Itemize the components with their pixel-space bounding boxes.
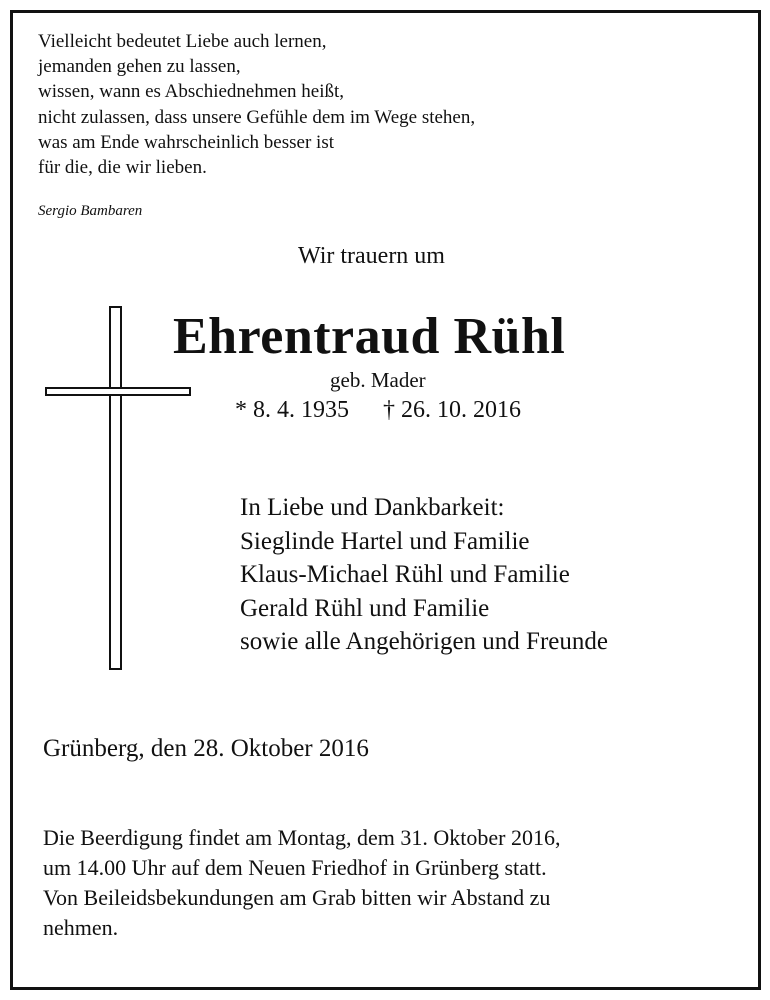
poem-line: wissen, wann es Abschiednehmen heißt, (38, 81, 345, 103)
mourner-line: sowie alle Angehörigen und Freunde (240, 628, 608, 656)
obituary-notice (10, 10, 761, 990)
cross-vertical-beam (109, 306, 122, 670)
mourner-line: Klaus-Michael Rühl und Familie (240, 561, 570, 589)
deceased-name: Ehrentraud Rühl (173, 308, 566, 365)
life-dates (235, 397, 521, 424)
maiden-name: geb. Mader (330, 368, 426, 392)
funeral-line: nehmen. (43, 915, 119, 940)
place-date: Grünberg, den 28. Oktober 2016 (43, 735, 369, 762)
poem-author: Sergio Bambaren (38, 203, 143, 219)
cross-icon (45, 306, 191, 668)
mourner-line: Sieglinde Hartel und Familie (240, 527, 530, 555)
birth-date: * 8. 4. 1935 (235, 397, 349, 423)
poem (38, 29, 475, 180)
poem-line: für die, die wir lieben. (38, 157, 207, 179)
poem-line: jemanden gehen zu lassen, (38, 56, 241, 78)
mourner-line: Gerald Rühl und Familie (240, 594, 490, 622)
funeral-line: um 14.00 Uhr auf dem Neuen Friedhof in Grünberg statt. (43, 855, 547, 880)
funeral-line: Die Beerdigung findet am Montag, dem 31. Oktober 2016, (43, 825, 561, 850)
poem-line: was am Ende wahrscheinlich besser ist (38, 131, 334, 153)
intro-text: Wir trauern um (298, 243, 445, 269)
poem-line: nicht zulassen, dass unsere Gefühle dem im Wege stehen, (38, 106, 476, 128)
poem-line: Vielleicht bedeutet Liebe auch lernen, (38, 31, 327, 52)
funeral-line: Von Beileidsbekundungen am Grab bitten wir Abstand zu (43, 885, 551, 910)
death-date: † 26. 10. 2016 (383, 397, 521, 423)
mourner-line: In Liebe und Dankbarkeit: (240, 494, 505, 521)
cross-joint (111, 389, 120, 394)
funeral-info (43, 823, 561, 943)
mourners-list (240, 491, 608, 659)
